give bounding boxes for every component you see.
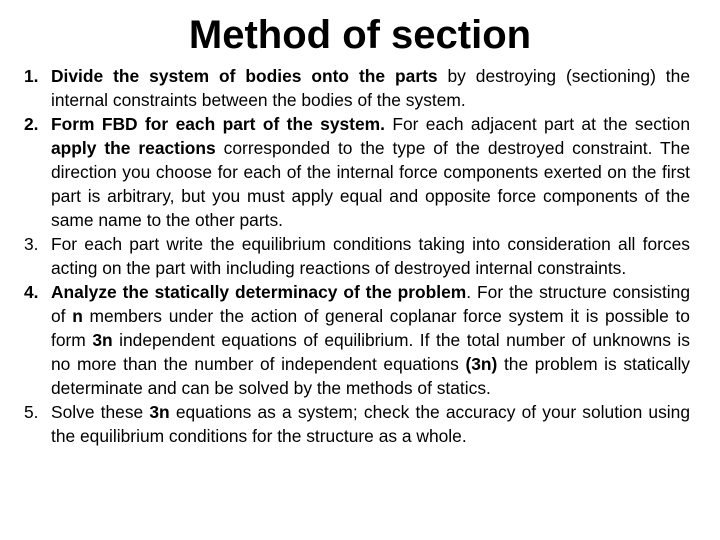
step-text-emphasis: n (72, 306, 83, 326)
step-text: For each part write the equilibrium conditions taking into consideration all forces acting on the part with including reactions of destroyed internal constraints. (51, 234, 690, 278)
step-text: For each adjacent part at the section (384, 114, 690, 134)
step-text-emphasis: 3n (149, 402, 170, 422)
step-text-emphasis: apply the reactions (51, 138, 216, 158)
step-item-4 (24, 280, 690, 400)
step-text: . For the structure consisting of (51, 282, 690, 326)
steps-list (24, 64, 690, 448)
step-text: Solve these (51, 402, 150, 422)
step-text: by destroying (sectioning) the internal constraints between the bodies of the system. (51, 66, 690, 110)
step-text: the problem is statically determinate and can be solved by the methods of statics. (51, 354, 691, 398)
slide-title: Method of section (188, 13, 532, 57)
step-number: 4. (24, 282, 39, 302)
step-text-emphasis: Analyze the statically determinacy of the problem (51, 282, 467, 302)
step-text-emphasis: Divide the system of bodies onto the parts (51, 66, 438, 86)
step-number: 1. (24, 66, 39, 86)
step-text-emphasis: Form FBD for each part of the system. (51, 114, 385, 134)
step-text: equations as a system; check the accuracy of your solution using the equilibrium conditions for the structure as a whole. (51, 402, 690, 446)
step-text: corresponded to the type of the destroyed constraint. The direction you choose for each of the internal force components exerted on the first part is arbitrary, but you must apply equal and opposite force components of the same name to the other parts. (51, 138, 690, 230)
step-item-2 (24, 112, 690, 232)
step-text: independent equations of equilibrium. If the total number of unknowns is no more than the number of independent equations (51, 330, 690, 374)
step-item-3 (24, 232, 690, 280)
step-item-1 (24, 64, 690, 112)
step-number: 5. (24, 402, 39, 422)
step-number: 2. (24, 114, 39, 134)
step-text: members under the action of general coplanar force system it is possible to form (51, 306, 690, 350)
step-item-5 (24, 400, 690, 448)
step-number: 3. (24, 234, 39, 254)
step-text-emphasis: (3n) (465, 354, 498, 374)
step-text-emphasis: 3n (92, 330, 113, 350)
